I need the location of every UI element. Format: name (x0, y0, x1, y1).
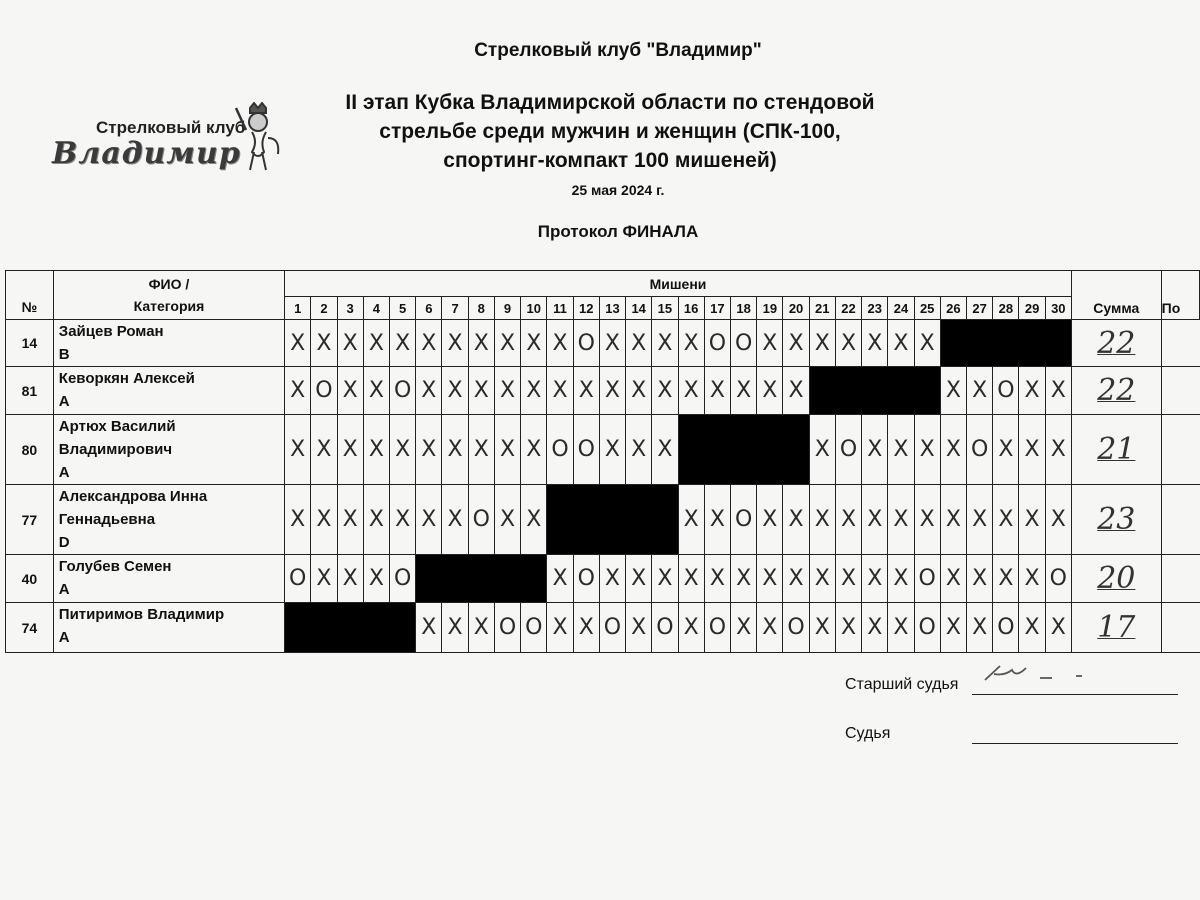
senior-judge-label: Старший судья (845, 676, 959, 693)
target-result-cell: X (678, 555, 704, 603)
results-table (5, 270, 1200, 653)
target-result-cell: O (547, 415, 573, 485)
participant-name: Зайцев Роман (58, 323, 164, 340)
target-result-cell: X (599, 555, 625, 603)
participant-name: Владимирович (58, 441, 173, 458)
target-number-header: 6 (416, 297, 442, 320)
target-result-cell: X (547, 603, 573, 653)
target-result-cell: O (573, 555, 599, 603)
target-result-cell: O (285, 555, 311, 603)
target-result-cell: X (311, 485, 337, 555)
target-result-cell: X (442, 320, 468, 367)
target-result-cell: X (285, 367, 311, 415)
target-result-cell: X (652, 320, 678, 367)
target-result-cell: X (809, 555, 835, 603)
target-result-cell: X (626, 603, 652, 653)
target-result-cell: X (363, 555, 389, 603)
target-number-header: 16 (678, 297, 704, 320)
target-result-cell: O (311, 367, 337, 415)
target-result-cell: X (1045, 603, 1071, 653)
participant-category: A (58, 464, 70, 481)
blocked-cells (809, 367, 940, 415)
target-result-cell: X (573, 367, 599, 415)
target-number-header: 10 (521, 297, 547, 320)
target-result-cell: X (311, 320, 337, 367)
target-result-cell: X (757, 555, 783, 603)
participant-place (1161, 320, 1199, 367)
col-header-no (6, 271, 54, 320)
target-result-cell: X (862, 415, 888, 485)
target-result-cell: X (888, 603, 914, 653)
participant-number: 40 (6, 555, 54, 603)
signature-scrawl (980, 660, 1090, 690)
target-result-cell: X (416, 603, 442, 653)
target-result-cell: X (442, 415, 468, 485)
target-result-cell: X (311, 555, 337, 603)
target-result-cell: X (1019, 415, 1045, 485)
target-number-header: 22 (835, 297, 861, 320)
participant-place (1161, 603, 1199, 653)
target-result-cell: X (363, 320, 389, 367)
target-result-cell: X (704, 367, 730, 415)
target-number-header: 15 (652, 297, 678, 320)
event-title (300, 88, 920, 175)
target-result-cell: X (285, 485, 311, 555)
col-header-name-line: ФИО / (148, 276, 190, 292)
target-result-cell: X (809, 485, 835, 555)
target-result-cell: X (678, 367, 704, 415)
target-number-header: 26 (940, 297, 966, 320)
lion-emblem-icon (228, 102, 286, 174)
target-result-cell: X (1019, 603, 1045, 653)
target-result-cell: X (940, 603, 966, 653)
target-result-cell: X (888, 485, 914, 555)
target-result-cell: O (652, 603, 678, 653)
target-result-cell: O (783, 603, 809, 653)
club-logo (48, 104, 298, 174)
target-result-cell: X (626, 555, 652, 603)
target-result-cell: O (993, 367, 1019, 415)
judge-signature-line (972, 743, 1178, 744)
target-number-header: 4 (363, 297, 389, 320)
target-result-cell: X (704, 485, 730, 555)
target-result-cell: X (862, 320, 888, 367)
blocked-cells (678, 415, 809, 485)
target-number-header: 2 (311, 297, 337, 320)
target-result-cell: X (730, 555, 756, 603)
target-result-cell: X (547, 367, 573, 415)
target-result-cell: X (363, 367, 389, 415)
participant-row (6, 485, 1200, 555)
target-result-cell: X (573, 603, 599, 653)
target-result-cell: X (416, 485, 442, 555)
target-number-header: 1 (285, 297, 311, 320)
target-number-header: 3 (337, 297, 363, 320)
target-result-cell: X (940, 415, 966, 485)
participant-row (6, 320, 1200, 367)
col-header-place: По (1161, 271, 1199, 320)
target-result-cell: X (285, 320, 311, 367)
logo-small-text: Стрелковый клуб (96, 118, 246, 137)
event-date: 25 мая 2024 г. (571, 182, 665, 198)
results-body (6, 320, 1200, 653)
participant-name-cell (53, 367, 284, 415)
target-result-cell: X (678, 320, 704, 367)
target-result-cell: X (809, 415, 835, 485)
target-result-cell: X (547, 320, 573, 367)
target-number-header: 17 (704, 297, 730, 320)
target-result-cell: X (914, 485, 940, 555)
target-result-cell: X (311, 415, 337, 485)
col-header-targets: Мишени (285, 271, 1072, 297)
target-result-cell: X (888, 320, 914, 367)
target-result-cell: O (914, 555, 940, 603)
target-result-cell: O (390, 367, 416, 415)
target-number-header: 5 (390, 297, 416, 320)
target-result-cell: X (940, 555, 966, 603)
target-result-cell: X (626, 367, 652, 415)
logo-big-text: Владимир (52, 136, 241, 171)
judge-label: Судья (845, 725, 891, 742)
participant-name: Геннадьевна (58, 511, 156, 528)
target-result-cell: X (993, 485, 1019, 555)
target-result-cell: X (757, 603, 783, 653)
target-result-cell: X (547, 555, 573, 603)
target-result-cell: X (337, 555, 363, 603)
target-result-cell: X (940, 367, 966, 415)
participant-sum: 21 (1071, 415, 1161, 485)
target-result-cell: X (783, 555, 809, 603)
participant-sum: 17 (1071, 603, 1161, 653)
target-result-cell: O (1045, 555, 1071, 603)
target-result-cell: X (363, 485, 389, 555)
target-result-cell: X (416, 320, 442, 367)
target-result-cell: X (835, 555, 861, 603)
participant-category: D (58, 534, 70, 551)
protocol-title: Протокол ФИНАЛА (537, 222, 699, 241)
target-number-header: 24 (888, 297, 914, 320)
target-result-cell: X (599, 320, 625, 367)
col-header-sum: Сумма (1071, 271, 1161, 320)
target-number-header: 29 (1019, 297, 1045, 320)
target-result-cell: O (704, 603, 730, 653)
participant-row (6, 367, 1200, 415)
blocked-cells (416, 555, 547, 603)
target-result-cell: X (390, 415, 416, 485)
target-result-cell: X (285, 415, 311, 485)
target-result-cell: X (494, 415, 520, 485)
participant-number: 14 (6, 320, 54, 367)
target-result-cell: O (468, 485, 494, 555)
target-result-cell: X (967, 603, 993, 653)
target-result-cell: X (783, 485, 809, 555)
target-result-cell: X (993, 555, 1019, 603)
target-number-header: 28 (993, 297, 1019, 320)
col-header-no-text: № (21, 299, 38, 315)
target-result-cell: X (416, 415, 442, 485)
target-result-cell: X (521, 367, 547, 415)
target-number-header: 9 (494, 297, 520, 320)
blocked-cells (940, 320, 1071, 367)
target-result-cell: X (337, 367, 363, 415)
col-header-name (53, 271, 284, 320)
participant-place (1161, 415, 1199, 485)
target-result-cell: X (390, 320, 416, 367)
target-number-header: 13 (599, 297, 625, 320)
target-result-cell: X (862, 485, 888, 555)
target-result-cell: X (914, 415, 940, 485)
senior-judge-signature-line (972, 694, 1178, 695)
target-result-cell: X (521, 320, 547, 367)
target-result-cell: X (442, 603, 468, 653)
target-result-cell: X (390, 485, 416, 555)
target-number-header: 18 (730, 297, 756, 320)
target-result-cell: X (652, 555, 678, 603)
target-result-cell: O (730, 320, 756, 367)
participant-category: A (58, 629, 70, 646)
participant-place (1161, 485, 1199, 555)
target-result-cell: X (914, 320, 940, 367)
participant-row (6, 603, 1200, 653)
participant-row (6, 555, 1200, 603)
participant-sum: 22 (1071, 367, 1161, 415)
participant-name: Питиримов Владимир (58, 606, 225, 623)
target-number-header: 12 (573, 297, 599, 320)
target-result-cell: X (862, 555, 888, 603)
target-result-cell: X (730, 603, 756, 653)
target-result-cell: X (468, 367, 494, 415)
participant-sum: 22 (1071, 320, 1161, 367)
target-result-cell: X (1045, 367, 1071, 415)
target-result-cell: X (678, 603, 704, 653)
participant-name: Кеворкян Алексей (58, 370, 195, 387)
target-result-cell: O (704, 320, 730, 367)
target-result-cell: X (416, 367, 442, 415)
target-result-cell: O (914, 603, 940, 653)
participant-category: B (58, 346, 70, 363)
target-result-cell: X (757, 367, 783, 415)
participant-place (1161, 555, 1199, 603)
participant-number: 81 (6, 367, 54, 415)
target-number-header: 20 (783, 297, 809, 320)
target-result-cell: X (888, 555, 914, 603)
target-result-cell: X (521, 415, 547, 485)
target-number-header: 23 (862, 297, 888, 320)
target-result-cell: X (337, 320, 363, 367)
blocked-cells (547, 485, 678, 555)
target-result-cell: O (494, 603, 520, 653)
event-title-line: II этап Кубка Владимирской области по стендовой (345, 91, 875, 114)
target-result-cell: X (730, 367, 756, 415)
target-result-cell: X (967, 367, 993, 415)
target-number-header: 11 (547, 297, 573, 320)
target-result-cell: O (967, 415, 993, 485)
target-number-header: 30 (1045, 297, 1071, 320)
target-result-cell: O (835, 415, 861, 485)
target-result-cell: X (468, 320, 494, 367)
target-result-cell: X (1045, 415, 1071, 485)
participant-row (6, 415, 1200, 485)
target-number-header: 21 (809, 297, 835, 320)
target-result-cell: X (626, 320, 652, 367)
target-number-header: 27 (967, 297, 993, 320)
target-result-cell: X (888, 415, 914, 485)
target-result-cell: O (573, 320, 599, 367)
target-number-header: 19 (757, 297, 783, 320)
target-result-cell: X (494, 320, 520, 367)
target-result-cell: X (967, 555, 993, 603)
target-result-cell: X (1019, 485, 1045, 555)
target-result-cell: O (573, 415, 599, 485)
target-result-cell: X (993, 415, 1019, 485)
participant-place (1161, 367, 1199, 415)
target-result-cell: X (783, 367, 809, 415)
target-result-cell: O (390, 555, 416, 603)
target-result-cell: X (599, 415, 625, 485)
participant-name-cell (53, 555, 284, 603)
target-number-header: 14 (626, 297, 652, 320)
target-result-cell: X (442, 485, 468, 555)
target-number-header: 25 (914, 297, 940, 320)
participant-category: A (58, 581, 70, 598)
target-result-cell: X (757, 320, 783, 367)
target-result-cell: X (835, 320, 861, 367)
target-result-cell: X (363, 415, 389, 485)
target-result-cell: X (337, 415, 363, 485)
target-result-cell: X (599, 367, 625, 415)
col-header-name-line: Категория (133, 298, 205, 314)
participant-name: Александрова Инна (58, 488, 208, 505)
participant-name-cell (53, 415, 284, 485)
target-result-cell: X (626, 415, 652, 485)
target-number-header: 7 (442, 297, 468, 320)
target-result-cell: X (494, 485, 520, 555)
target-result-cell: X (835, 603, 861, 653)
participant-number: 80 (6, 415, 54, 485)
target-result-cell: X (442, 367, 468, 415)
target-result-cell: O (993, 603, 1019, 653)
participant-name: Голубев Семен (58, 558, 172, 575)
blocked-cells (285, 603, 416, 653)
target-result-cell: O (730, 485, 756, 555)
target-result-cell: X (468, 603, 494, 653)
target-result-cell: X (967, 485, 993, 555)
target-result-cell: X (521, 485, 547, 555)
event-title-line: стрельбе среди мужчин и женщин (СПК-100, (379, 120, 841, 143)
target-result-cell: X (494, 367, 520, 415)
target-result-cell: X (652, 415, 678, 485)
target-result-cell: X (809, 603, 835, 653)
target-result-cell: X (652, 367, 678, 415)
participant-name-cell (53, 320, 284, 367)
target-result-cell: X (678, 485, 704, 555)
participant-name: Артюх Василий (58, 418, 176, 435)
participant-sum: 20 (1071, 555, 1161, 603)
participant-number: 77 (6, 485, 54, 555)
target-result-cell: X (1019, 555, 1045, 603)
target-result-cell: O (599, 603, 625, 653)
target-result-cell: X (835, 485, 861, 555)
target-result-cell: X (1045, 485, 1071, 555)
target-result-cell: X (1019, 367, 1045, 415)
target-result-cell: X (862, 603, 888, 653)
target-result-cell: X (783, 320, 809, 367)
club-name: Стрелковый клуб "Владимир" (474, 40, 762, 61)
participant-name-cell (53, 485, 284, 555)
participant-category: A (58, 393, 70, 410)
target-result-cell: O (521, 603, 547, 653)
target-result-cell: X (757, 485, 783, 555)
participant-name-cell (53, 603, 284, 653)
target-result-cell: X (704, 555, 730, 603)
participant-number: 74 (6, 603, 54, 653)
target-result-cell: X (940, 485, 966, 555)
target-result-cell: X (468, 415, 494, 485)
participant-sum: 23 (1071, 485, 1161, 555)
event-title-line: спортинг-компакт 100 мишеней) (443, 149, 777, 172)
target-result-cell: X (809, 320, 835, 367)
target-number-header: 8 (468, 297, 494, 320)
target-result-cell: X (337, 485, 363, 555)
